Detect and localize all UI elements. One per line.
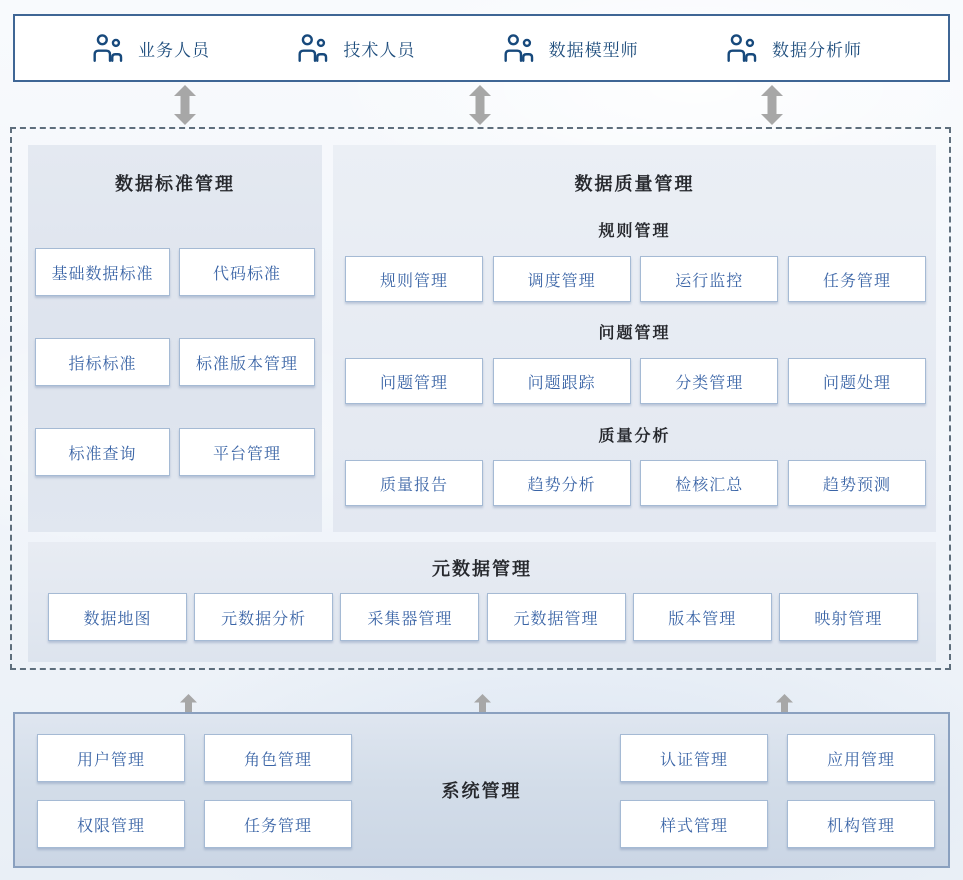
section-title: 系统管理 [441,781,522,801]
module-button[interactable]: 数据地图 [48,593,187,641]
module-button[interactable]: 质量报告 [345,460,483,506]
quality-issue-row [345,358,926,404]
users-icon [296,32,330,64]
module-button[interactable]: 应用管理 [787,734,935,782]
role-item-technical[interactable] [296,32,415,64]
subsection-title: 规则管理 [598,223,671,240]
module-button[interactable]: 元数据分析 [194,593,333,641]
role-label: 业务人员 [138,40,210,60]
section-system [13,712,950,868]
module-button[interactable]: 样式管理 [620,800,768,848]
module-button[interactable]: 采集器管理 [340,593,479,641]
module-button[interactable]: 运行监控 [640,256,778,302]
users-icon [91,32,125,64]
module-button[interactable]: 权限管理 [37,800,185,848]
module-button[interactable]: 规则管理 [345,256,483,302]
users-icon [502,32,536,64]
system-left-grid [37,734,352,848]
users-icon [725,32,759,64]
module-button[interactable]: 映射管理 [779,593,918,641]
double-arrow-icon [761,85,783,130]
module-button[interactable]: 元数据管理 [487,593,626,641]
role-item-data-modeler[interactable] [502,32,639,64]
double-arrow-icon [469,85,491,130]
standards-button-grid [35,248,315,476]
role-label: 数据模型师 [548,40,639,60]
module-button[interactable]: 趋势分析 [493,460,631,506]
module-button[interactable]: 问题处理 [788,358,926,404]
module-button[interactable]: 调度管理 [493,256,631,302]
metadata-button-row [48,593,918,641]
module-button[interactable]: 版本管理 [633,593,772,641]
module-button[interactable]: 指标标准 [35,338,170,386]
section-metadata [28,542,936,662]
role-label: 技术人员 [343,40,416,60]
section-title: 元数据管理 [432,559,532,579]
module-button[interactable]: 机构管理 [787,800,935,848]
module-button[interactable]: 用户管理 [37,734,185,782]
module-button[interactable]: 基础数据标准 [35,248,170,296]
module-button[interactable]: 平台管理 [179,428,315,476]
module-button[interactable]: 问题跟踪 [493,358,631,404]
section-title: 数据质量管理 [574,174,695,194]
module-button[interactable]: 认证管理 [620,734,768,782]
system-right-grid [620,734,935,848]
module-button[interactable]: 分类管理 [640,358,778,404]
quality-analysis-row [345,460,926,506]
role-label: 数据分析师 [771,40,862,60]
module-button[interactable]: 趋势预测 [788,460,926,506]
roles-bar [13,14,950,82]
role-item-data-analyst[interactable] [725,32,862,64]
subsection-title: 问题管理 [598,325,671,342]
section-data-quality [333,145,936,532]
module-button[interactable]: 角色管理 [204,734,352,782]
section-data-standards [28,145,322,532]
module-button[interactable]: 标准版本管理 [179,338,315,386]
subsection-title: 质量分析 [598,428,671,445]
double-arrow-icon [174,85,196,130]
module-button[interactable]: 代码标准 [179,248,315,296]
role-item-business[interactable] [91,32,210,64]
section-title: 数据标准管理 [115,174,235,194]
module-button[interactable]: 问题管理 [345,358,483,404]
module-button[interactable]: 任务管理 [788,256,926,302]
module-button[interactable]: 任务管理 [204,800,352,848]
module-button[interactable]: 标准查询 [35,428,170,476]
module-button[interactable]: 检核汇总 [640,460,778,506]
quality-rule-row [345,256,926,302]
